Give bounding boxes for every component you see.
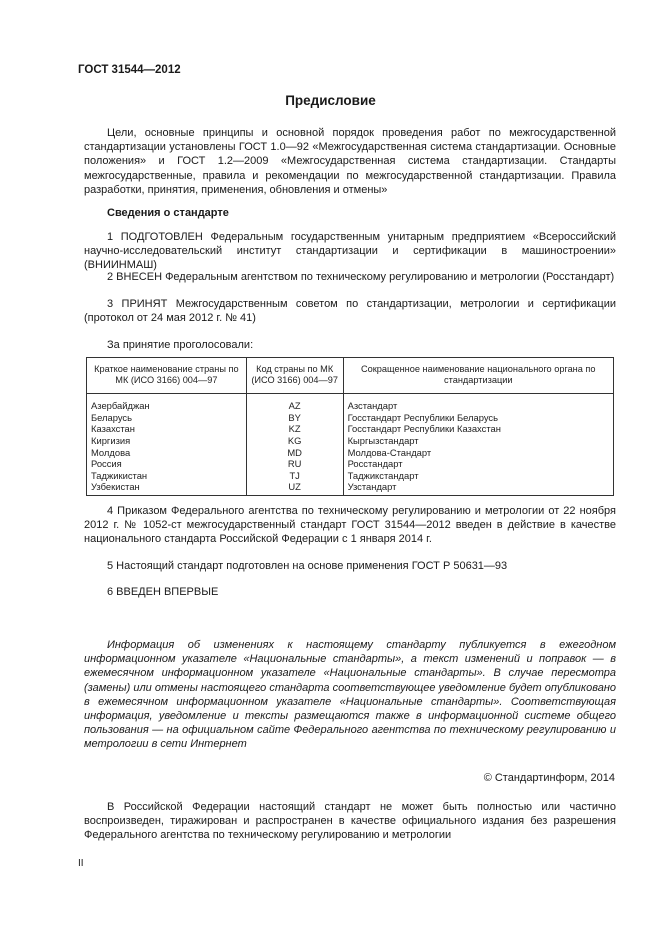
voting-table	[86, 357, 614, 496]
table-row	[87, 394, 614, 412]
table-row	[87, 470, 614, 482]
code-cell: BY	[246, 412, 343, 424]
column-header-country: Краткое наименование страны по МК (ИСО 3166) 004—97	[87, 358, 247, 394]
rights-paragraph: В Российской Федерации настоящий стандарт не может быть полностью или частично воспроизведен, тиражирован и распространен в качестве официального издания без разрешения Федерального агентства по техническому регулированию и метрологии	[84, 801, 616, 842]
item-2-submitted: 2 ВНЕСЕН Федеральным агентством по техническому регулированию и метрологии (Росстандарт)	[107, 271, 615, 283]
country-cell: Россия	[87, 458, 247, 470]
column-header-body: Сокращенное наименование национального органа по стандартизации	[343, 358, 613, 394]
code-cell: UZ	[246, 481, 343, 495]
table-row	[87, 446, 614, 458]
item-4-order: 4 Приказом Федерального агентства по техническому регулированию и метрологии от 22 ноября 2012 г. № 1052-ст межгосударственный стандарт ГОСТ 31544—2012 введен в действие в качестве национального стандарта Российской Федерации с 1 января 2014 г.	[84, 505, 616, 546]
body-cell: Таджикстандарт	[343, 470, 613, 482]
voted-label: За принятие проголосовали:	[107, 339, 254, 351]
code-cell: AZ	[246, 394, 343, 412]
country-cell: Таджикистан	[87, 470, 247, 482]
body-cell: Росстандарт	[343, 458, 613, 470]
item-3-adopted: 3 ПРИНЯТ Межгосударственным советом по стандартизации, метрологии и сертификации (протокол от 24 мая 2012 г. № 41)	[84, 298, 616, 325]
country-cell: Киргизия	[87, 435, 247, 447]
page-title: Предисловие	[285, 93, 376, 108]
country-cell: Беларусь	[87, 412, 247, 424]
standard-id-header: ГОСТ 31544—2012	[78, 64, 181, 76]
country-cell: Узбекистан	[87, 481, 247, 495]
page-number: II	[78, 858, 84, 869]
country-cell: Казахстан	[87, 423, 247, 435]
table-row	[87, 481, 614, 495]
copyright-notice: © Стандартинформ, 2014	[483, 772, 615, 784]
code-cell: MD	[246, 446, 343, 458]
country-cell: Азербайджан	[87, 394, 247, 412]
body-cell: Госстандарт Республики Беларусь	[343, 412, 613, 424]
table-row	[87, 458, 614, 470]
table-row	[87, 435, 614, 447]
table-row	[87, 412, 614, 424]
body-cell: Кыргызстандарт	[343, 435, 613, 447]
item-5-basis: 5 Настоящий стандарт подготовлен на основе применения ГОСТ Р 50631—93	[107, 560, 508, 572]
intro-paragraph: Цели, основные принципы и основной порядок проведения работ по межгосударственной стандартизации установлены ГОСТ 1.0—92 «Межгосударственная система стандартизации. Основные положения» и ГОСТ 1.2—2009 «Межгосударственная система стандартизации. Стандарты межгосударственные, правила и рекомендации по межгосударственной стандартизации. Правила разработки, принятия, применения, обновления и отмены»	[84, 127, 616, 196]
table-row	[87, 423, 614, 435]
code-cell: KG	[246, 435, 343, 447]
body-cell: Молдова-Стандарт	[343, 446, 613, 458]
country-cell: Молдова	[87, 446, 247, 458]
item-1-prepared: 1 ПОДГОТОВЛЕН Федеральным государственным унитарным предприятием «Всероссийский научно-исследовательский институт стандартизации и сертификации в машиностроении» (ВНИИНМАШ)	[84, 231, 616, 272]
column-header-code: Код страны по МК (ИСО 3166) 004—97	[246, 358, 343, 394]
code-cell: KZ	[246, 423, 343, 435]
about-heading: Сведения о стандарте	[107, 207, 229, 219]
table-header-row	[87, 358, 614, 394]
code-cell: TJ	[246, 470, 343, 482]
body-cell: Госстандарт Республики Казахстан	[343, 423, 613, 435]
info-notice-paragraph: Информация об изменениях к настоящему стандарту публикуется в ежегодном информационном указателе «Национальные стандарты», а текст изменений и поправок — в ежемесячном информационном указателе «Национальные стандарты». В случае пересмотра (замены) или отмены настоящего стандарта соответствующее уведомление будет опубликовано в ежемесячном информационном указателе «Национальные стандарты». Соответствующая информация, уведомление и тексты размещаются также в информационной системе общего пользования — на официальном сайте Федерального агентства по техническому регулированию и метрологии в сети Интернет	[84, 639, 616, 751]
code-cell: RU	[246, 458, 343, 470]
body-cell: Узстандарт	[343, 481, 613, 495]
item-6-introduced: 6 ВВЕДЕН ВПЕРВЫЕ	[107, 586, 219, 598]
body-cell: Азстандарт	[343, 394, 613, 412]
